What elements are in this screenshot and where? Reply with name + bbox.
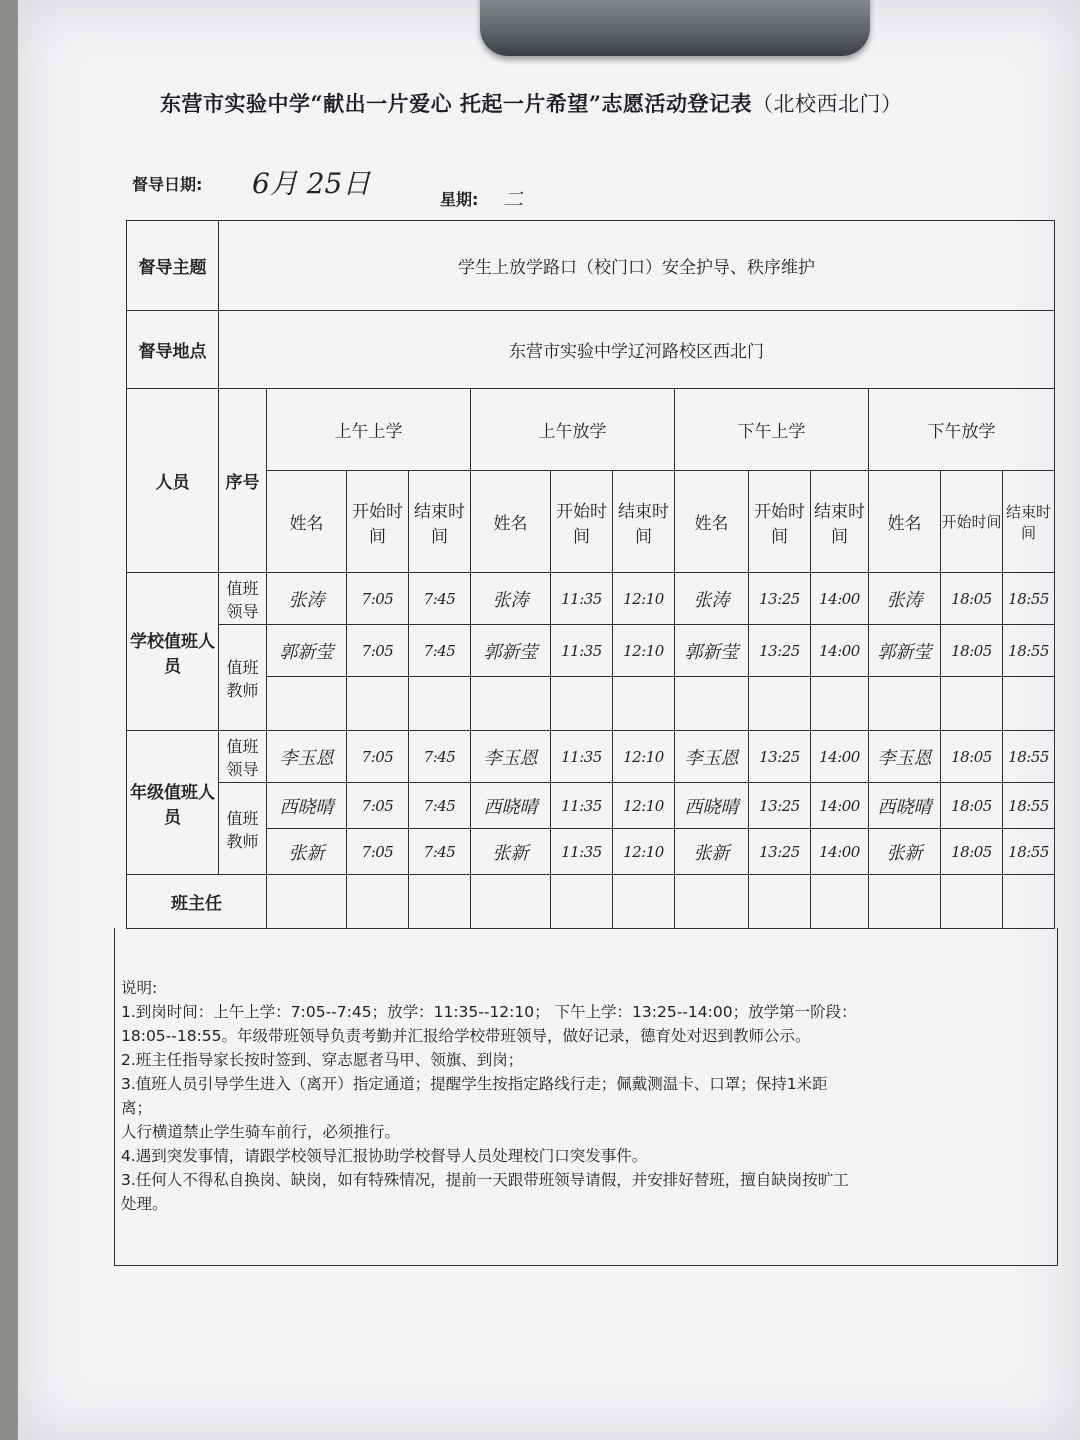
role-leader: 值班领导 [219, 573, 267, 625]
empty-cell [471, 677, 551, 731]
notes-section [114, 928, 1058, 1266]
end-time-cell: 18:55 [1003, 783, 1055, 829]
group-grade: 年级值班人员 [127, 731, 219, 875]
role-leader: 值班领导 [219, 731, 267, 783]
start-header: 开始时间 [941, 471, 1003, 573]
start-header: 开始时间 [347, 471, 409, 573]
form-title: 东营市实验中学“献出一片爱心 托起一片希望”志愿活动登记表（北校西北门） [160, 91, 903, 116]
name-cell: 郭新莹 [675, 625, 749, 677]
group-school: 学校值班人员 [127, 573, 219, 731]
empty-cell [347, 677, 409, 731]
name-cell: 西晓晴 [267, 783, 347, 829]
note-line: 4.遇到突发事情，请跟学校领导汇报协助学校督导人员处理校门口突发事件。 [121, 1147, 648, 1165]
table-row [127, 829, 1055, 875]
weekday-label: 星期: [440, 190, 479, 209]
date-label: 督导日期: [132, 175, 203, 194]
empty-cell [749, 677, 811, 731]
empty-cell [811, 875, 869, 929]
note-line: 3.任何人不得私自换岗、缺岗，如有特殊情况，提前一天跟带班领导请假，并安排好替班，擅自缺岗按旷工 [121, 1171, 849, 1189]
name-cell: 张涛 [471, 573, 551, 625]
registration-table [126, 220, 1055, 929]
name-cell: 张涛 [675, 573, 749, 625]
end-header: 结束时间 [613, 471, 675, 573]
table-row [127, 625, 1055, 677]
start-time-cell: 7:05 [347, 573, 409, 625]
name-cell: 张新 [267, 829, 347, 875]
date-value: 6月 25日 [252, 167, 371, 200]
period-header: 上午上学 [267, 389, 471, 471]
empty-cell [347, 875, 409, 929]
end-time-cell: 14:00 [811, 731, 869, 783]
start-time-cell: 7:05 [347, 731, 409, 783]
start-time-cell: 11:35 [551, 625, 613, 677]
empty-cell [675, 677, 749, 731]
end-time-cell: 18:55 [1003, 573, 1055, 625]
name-header: 姓名 [869, 471, 941, 573]
empty-cell [613, 677, 675, 731]
start-time-cell: 11:35 [551, 829, 613, 875]
name-cell: 李玉恩 [471, 731, 551, 783]
name-cell: 张新 [675, 829, 749, 875]
end-time-cell: 7:45 [409, 731, 471, 783]
start-time-cell: 18:05 [941, 829, 1003, 875]
empty-cell [941, 677, 1003, 731]
note-line: 离； [121, 1099, 153, 1117]
empty-cell [267, 677, 347, 731]
name-cell: 张新 [471, 829, 551, 875]
column-header-row [127, 471, 1055, 573]
start-time-cell: 13:25 [749, 829, 811, 875]
note-line: 2.班主任指导家长按时签到、穿志愿者马甲、领旗、到岗； [121, 1051, 524, 1069]
seq-header: 序号 [219, 389, 267, 573]
period-header: 上午放学 [471, 389, 675, 471]
end-header: 结束时间 [409, 471, 471, 573]
start-time-cell: 13:25 [749, 573, 811, 625]
start-header: 开始时间 [749, 471, 811, 573]
group-homeroom: 班主任 [127, 875, 267, 929]
name-cell: 张涛 [869, 573, 941, 625]
note-line: 3.值班人员引导学生进入（离开）指定通道；提醒学生按指定路线行走；佩戴测温卡、口罩；保持1米距 [121, 1075, 828, 1093]
theme-value: 学生上放学路口（校门口）安全护导、秩序维护 [219, 221, 1055, 311]
end-time-cell: 7:45 [409, 783, 471, 829]
start-time-cell: 13:25 [749, 625, 811, 677]
name-cell: 张新 [869, 829, 941, 875]
end-time-cell: 14:00 [811, 783, 869, 829]
end-time-cell: 14:00 [811, 573, 869, 625]
table-row [127, 783, 1055, 829]
name-cell: 西晓晴 [869, 783, 941, 829]
note-line: 说明: [121, 979, 158, 997]
empty-cell [551, 875, 613, 929]
start-time-cell: 11:35 [551, 573, 613, 625]
end-time-cell: 7:45 [409, 573, 471, 625]
table-row [127, 677, 1055, 731]
empty-cell [613, 875, 675, 929]
note-line: 18:05--18:55。年级带班领导负责考勤并汇报给学校带班领导，做好记录，德育处对迟到教师公示。 [121, 1027, 811, 1045]
name-cell: 郭新莹 [869, 625, 941, 677]
start-time-cell: 18:05 [941, 573, 1003, 625]
empty-cell [749, 875, 811, 929]
end-header: 结束时间 [1003, 471, 1055, 573]
end-time-cell: 12:10 [613, 829, 675, 875]
place-value: 东营市实验中学辽河路校区西北门 [219, 311, 1055, 389]
start-time-cell: 11:35 [551, 783, 613, 829]
end-time-cell: 18:55 [1003, 625, 1055, 677]
start-time-cell: 18:05 [941, 731, 1003, 783]
table-row [127, 731, 1055, 783]
personnel-header: 人员 [127, 389, 219, 573]
note-line: 处理。 [121, 1195, 168, 1213]
place-label: 督导地点 [127, 311, 219, 389]
end-time-cell: 12:10 [613, 573, 675, 625]
end-time-cell: 12:10 [613, 731, 675, 783]
empty-cell [1003, 875, 1055, 929]
name-cell: 西晓晴 [675, 783, 749, 829]
end-header: 结束时间 [811, 471, 869, 573]
end-time-cell: 12:10 [613, 625, 675, 677]
theme-label: 督导主题 [127, 221, 219, 311]
name-cell: 郭新莹 [267, 625, 347, 677]
empty-cell [941, 875, 1003, 929]
role-teacher: 值班教师 [219, 783, 267, 875]
name-cell: 郭新莹 [471, 625, 551, 677]
empty-cell [409, 677, 471, 731]
name-cell: 张涛 [267, 573, 347, 625]
empty-cell [869, 875, 941, 929]
name-header: 姓名 [471, 471, 551, 573]
name-cell: 李玉恩 [267, 731, 347, 783]
name-header: 姓名 [675, 471, 749, 573]
name-cell: 西晓晴 [471, 783, 551, 829]
start-time-cell: 7:05 [347, 829, 409, 875]
empty-cell [675, 875, 749, 929]
note-line: 1.到岗时间：上午上学：7:05--7:45；放学：11:35--12:10； 下午上学：13:25--14:00；放学第一阶段： [121, 1003, 857, 1021]
period-header: 下午上学 [675, 389, 869, 471]
name-cell: 李玉恩 [675, 731, 749, 783]
end-time-cell: 14:00 [811, 625, 869, 677]
end-time-cell: 7:45 [409, 829, 471, 875]
empty-cell [811, 677, 869, 731]
end-time-cell: 12:10 [613, 783, 675, 829]
start-time-cell: 13:25 [749, 731, 811, 783]
end-time-cell: 7:45 [409, 625, 471, 677]
empty-cell [409, 875, 471, 929]
table-row [127, 573, 1055, 625]
end-time-cell: 18:55 [1003, 829, 1055, 875]
start-time-cell: 18:05 [941, 625, 1003, 677]
empty-cell [551, 677, 613, 731]
empty-cell [869, 677, 941, 731]
empty-cell [471, 875, 551, 929]
start-time-cell: 18:05 [941, 783, 1003, 829]
note-line: 人行横道禁止学生骑车前行，必须推行。 [121, 1123, 401, 1141]
table-row [127, 875, 1055, 929]
end-time-cell: 14:00 [811, 829, 869, 875]
role-teacher: 值班教师 [219, 625, 267, 731]
name-cell: 李玉恩 [869, 731, 941, 783]
end-time-cell: 18:55 [1003, 731, 1055, 783]
empty-cell [267, 875, 347, 929]
clipboard-clip [480, 0, 870, 56]
empty-cell [1003, 677, 1055, 731]
start-time-cell: 11:35 [551, 731, 613, 783]
period-header: 下午放学 [869, 389, 1055, 471]
name-header: 姓名 [267, 471, 347, 573]
weekday-value: 二 [503, 187, 523, 211]
start-header: 开始时间 [551, 471, 613, 573]
start-time-cell: 7:05 [347, 625, 409, 677]
start-time-cell: 7:05 [347, 783, 409, 829]
start-time-cell: 13:25 [749, 783, 811, 829]
